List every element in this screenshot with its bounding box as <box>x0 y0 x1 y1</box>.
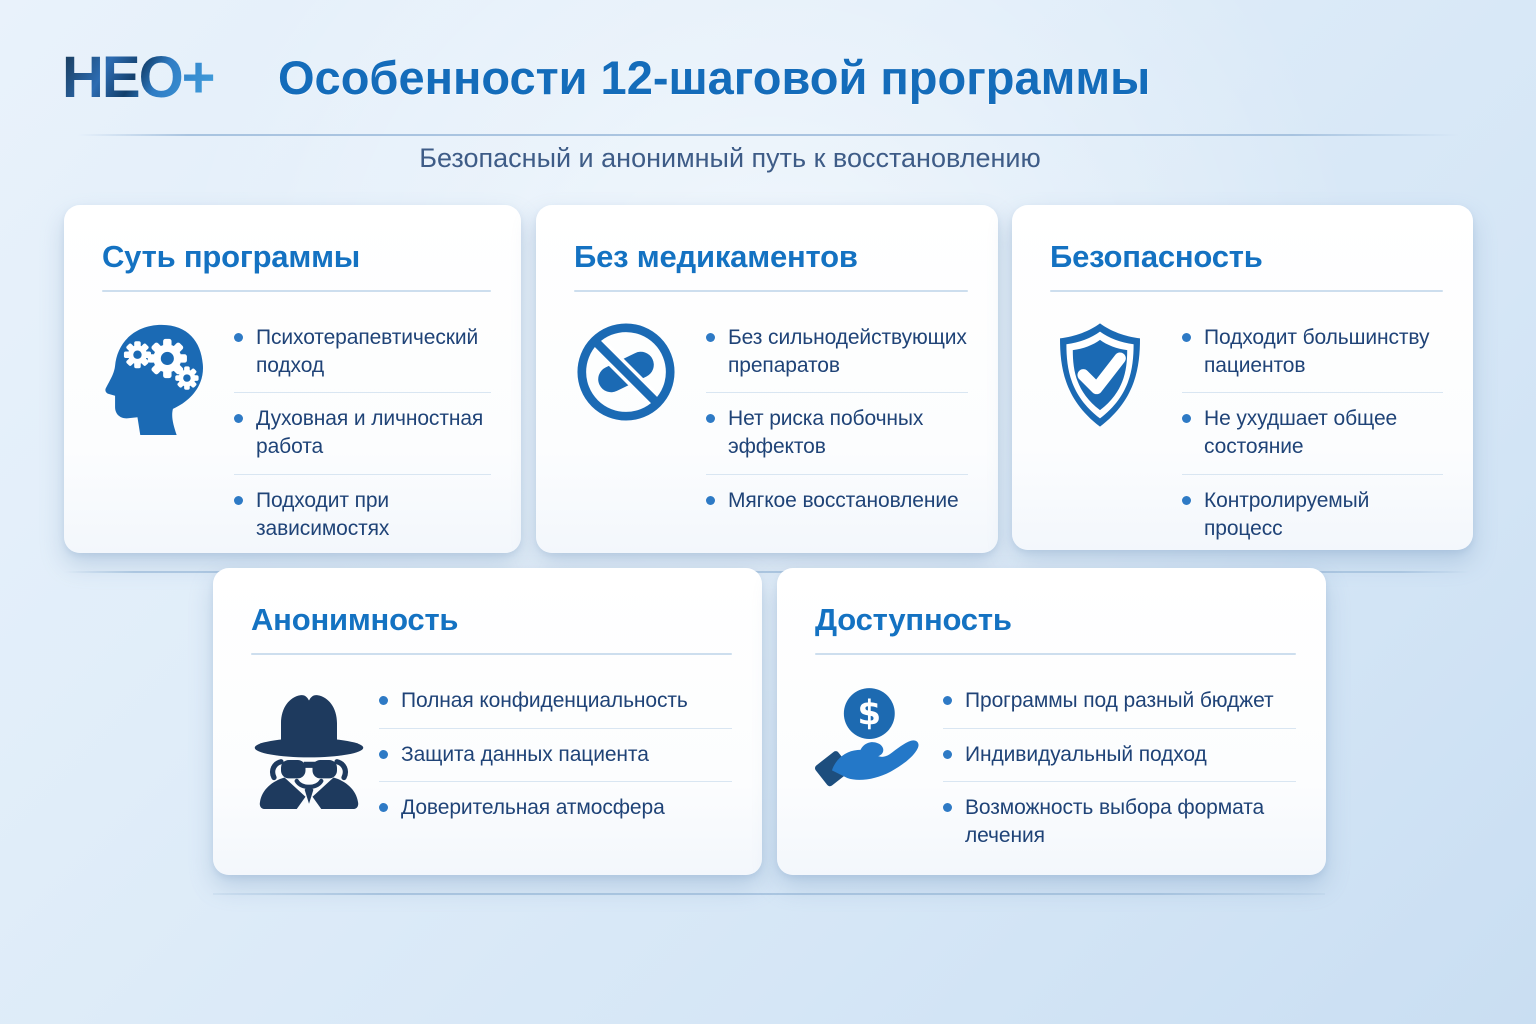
no-pills-icon <box>574 312 706 424</box>
card-title-divider <box>574 290 968 292</box>
list-item: Защита данных пациента <box>379 728 732 782</box>
card-title: Анонимность <box>251 602 459 637</box>
card-anonymity <box>213 568 762 875</box>
list-item: Нет риска побочных эффектов <box>706 392 968 473</box>
card-title-divider <box>102 290 491 292</box>
brand-logo: НЕО+ <box>62 45 214 110</box>
page-subtitle: Безопасный и анонимный путь к восстановлению <box>419 143 1041 173</box>
spy-icon <box>251 675 379 809</box>
bullet-dot <box>234 333 243 342</box>
bullet-dot <box>943 803 952 812</box>
card-title: Безопасность <box>1050 239 1263 274</box>
dollar-symbol: $ <box>857 694 882 734</box>
feature-list <box>706 312 968 528</box>
bullet-dot <box>1182 496 1191 505</box>
card-no-medication <box>536 205 998 553</box>
list-item: Индивидуальный подход <box>943 728 1296 782</box>
bullet-dot <box>234 496 243 505</box>
list-item: Без сильнодействующих препаратов <box>706 312 968 392</box>
list-item: Контролируемый процесс <box>1182 474 1443 555</box>
card-title: Доступность <box>815 602 1012 637</box>
card-title-divider <box>1050 290 1443 292</box>
bullet-dot <box>706 496 715 505</box>
list-item: Не ухудшает общее состояние <box>1182 392 1443 473</box>
bullet-dot <box>943 696 952 705</box>
list-item: Духовная и личностная работа <box>234 392 491 473</box>
card-title: Суть программы <box>102 239 361 274</box>
card-program-essence <box>64 205 521 553</box>
card-title-divider <box>251 653 732 655</box>
list-item: Доверительная атмосфера <box>379 781 732 835</box>
header-divider <box>78 134 1458 136</box>
list-item: Возможность выбора формата лечения <box>943 781 1296 862</box>
shield-check-icon <box>1050 312 1182 430</box>
list-item: Подходит большинству пациентов <box>1182 312 1443 392</box>
bullet-dot <box>706 333 715 342</box>
list-item: Психотерапевтический подход <box>234 312 491 392</box>
bullet-dot <box>379 803 388 812</box>
feature-list <box>379 675 732 835</box>
card-affordability <box>777 568 1326 875</box>
list-item: Программы под разный бюджет <box>943 675 1296 728</box>
bullet-dot <box>1182 333 1191 342</box>
feature-list <box>234 312 491 555</box>
card-title: Без медикаментов <box>574 239 858 274</box>
bullet-dot <box>234 414 243 423</box>
page-title: Особенности 12-шаговой программы <box>278 51 1151 104</box>
hand-dollar-icon <box>815 675 943 795</box>
list-item: Мягкое восстановление <box>706 474 968 528</box>
card-title-divider <box>815 653 1296 655</box>
bullet-dot <box>1182 414 1191 423</box>
list-item: Подходит при зависимостях <box>234 474 491 555</box>
bullet-dot <box>943 750 952 759</box>
head-gears-icon <box>102 312 234 438</box>
card-safety <box>1012 205 1473 550</box>
feature-list <box>943 675 1296 863</box>
bullet-dot <box>379 750 388 759</box>
bullet-dot <box>379 696 388 705</box>
bottom-divider <box>213 893 1325 895</box>
bullet-dot <box>706 414 715 423</box>
feature-list <box>1182 312 1443 555</box>
list-item: Полная конфиденциальность <box>379 675 732 728</box>
